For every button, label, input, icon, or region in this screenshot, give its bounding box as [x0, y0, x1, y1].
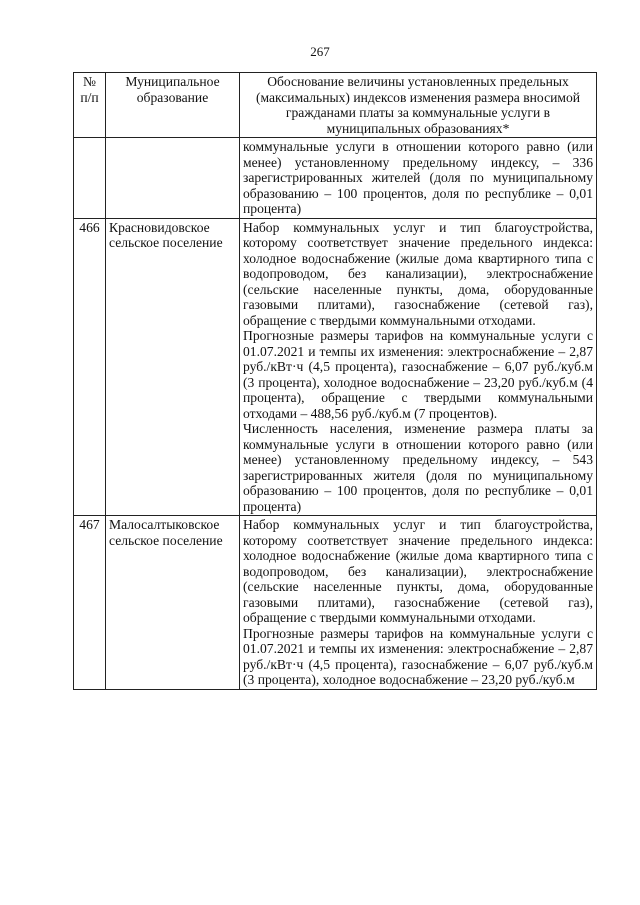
cell-municipality: Красновидовское сельское поселение [106, 218, 240, 516]
justification-paragraph: Набор коммунальных услуг и тип благоустройства, которому соответствует значение предельного индекса: холодное водоснабжение (жилые дома квартирного типа с водопроводом, без канализации), электроснабжение (сельские населенные пункты, дома, оборудованные газовыми плитами), газоснабжение (сетевой газ), обращение с твердыми коммунальными отходами. [243, 219, 593, 328]
cell-justification [240, 218, 597, 516]
table-row [74, 218, 597, 516]
indices-table [73, 72, 597, 690]
justification-paragraph: Прогнозные размеры тарифов на коммунальные услуги с 01.07.2021 и темпы их изменения: электроснабжение – 2,87 руб./кВт·ч (4,5 процента), газоснабжение – 6,07 руб./куб.м (3 процента), холодное водоснабжение – 23,20 руб./куб.м (4 процента), обращение с твердыми коммунальными отходами – 488,56 руб./куб.м (7 процентов). [243, 328, 593, 421]
table-row-continuation [74, 138, 597, 219]
justification-paragraph: Прогнозные размеры тарифов на коммунальные услуги с 01.07.2021 и темпы их изменения: электроснабжение – 2,87 руб./кВт·ч (4,5 процента), газоснабжение – 6,07 руб./куб.м (3 процента), холодное водоснабжение – 23,20 руб./куб.м [243, 625, 593, 687]
justification-paragraph: Набор коммунальных услуг и тип благоустройства, которому соответствует значение предельного индекса: холодное водоснабжение (жилые дома квартирного типа с водопроводом, без канализации), электроснабжение (сельские населенные пункты, дома, оборудованные газовыми плитами), газоснабжение (сетевой газ), обращение с твердыми коммунальными отходами. [243, 517, 593, 625]
cell-number: 467 [74, 516, 106, 690]
header-justification: Обоснование величины установленных предельных (максимальных) индексов изменения размера вносимой гражданами платы за коммунальные услуги в муниципальных образованиях* [240, 73, 597, 138]
table-header-row [74, 73, 597, 138]
cell-municipality [106, 138, 240, 219]
table-row [74, 516, 597, 690]
cell-justification [240, 516, 597, 690]
header-municipality: Муниципальное образование [106, 73, 240, 138]
cell-justification: коммунальные услуги в отношении которого равно (или менее) установленному предельному индексу, – 336 зарегистрированных жителей (доля по муниципальному образованию – 100 процентов, доля по республике – 0,01 процента) [240, 138, 597, 219]
cell-number: 466 [74, 218, 106, 516]
cell-municipality: Малосалтыковское сельское поселение [106, 516, 240, 690]
page-number: 267 [310, 44, 330, 59]
justification-paragraph: Численность населения, изменение размера платы за коммунальные услуги в отношении которого равно (или менее) установленному предельному индексу, – 543 зарегистрированных жителя (доля по муниципальному образованию – 100 процентов, доля по республике – 0,01 процента) [243, 421, 593, 514]
header-number: № п/п [74, 73, 106, 138]
cell-number [74, 138, 106, 219]
